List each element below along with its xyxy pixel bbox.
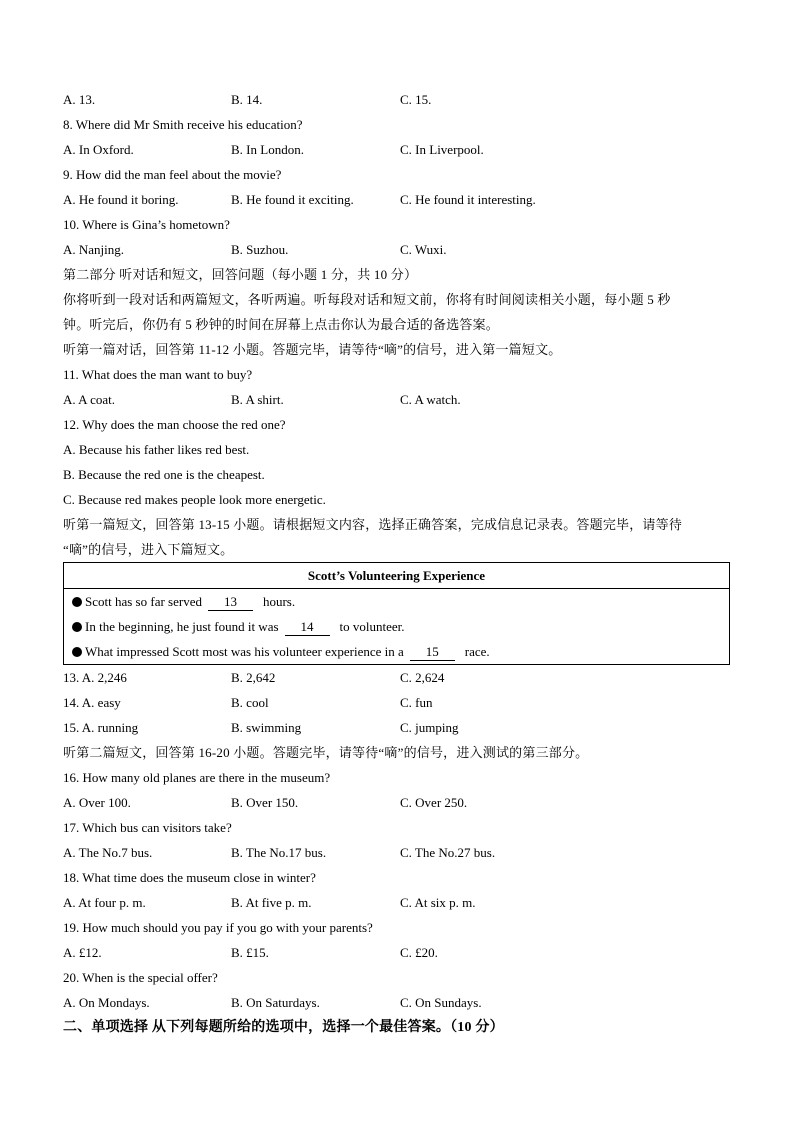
q8-option-b: B. In London. [231,142,304,157]
q18-options [63,890,731,915]
q15-options [63,715,731,740]
q20-stem: 20. When is the special offer? [63,970,218,985]
q15-option-a: 15. A. running [63,720,139,735]
q14-option-b: B. cool [231,695,269,710]
q7-option-c: C. 15. [400,92,432,107]
q13-option-a: 13. A. 2,246 [63,670,127,685]
q13-option-c: C. 2,624 [400,670,445,685]
answer-blank: 14 [285,619,330,636]
q11-option-a: A. A coat. [63,392,115,407]
q12-stem: 12. Why does the man choose the red one? [63,417,286,432]
row-text-pre: Scott has so far served [85,594,202,609]
q17-stem: 17. Which bus can visitors take? [63,820,232,835]
part2-instruction-1: 你将听到一段对话和两篇短文，各听两遍。听每段对话和短文前，你将有时间阅读相关小题，每小题 5 秒 [63,292,671,307]
q9-option-a: A. He found it boring. [63,192,179,207]
section2-title: 二、单项选择 从下列每题所给的选项中，选择一个最佳答案。（10 分） [63,1020,504,1035]
q16-stem: 16. How many old planes are there in the museum? [63,770,331,785]
q17-option-b: B. The No.17 bus. [231,845,327,860]
row-text-post: hours. [262,594,296,609]
row-text-post: to volunteer. [339,619,405,634]
q7-options [63,87,731,112]
info-record-table [63,562,730,665]
q16-options [63,790,731,815]
q17-options [63,840,731,865]
q18-option-c: C. At six p. m. [400,895,476,910]
q19-option-c: C. £20. [400,945,438,960]
q15-option-b: B. swimming [231,720,302,735]
q14-options [63,690,731,715]
table-row [64,589,729,614]
q19-options [63,940,731,965]
answer-blank: 13 [208,594,253,611]
q7-option-a: A. 13. [63,92,96,107]
row-text-pre: What impressed Scott most was his volunteer experience in a [85,644,404,659]
exam-page [63,87,731,1040]
q18-option-a: A. At four p. m. [63,895,146,910]
q10-option-a: A. Nanjing. [63,242,125,257]
dialog-instruction: 听第一篇对话，回答第 11-12 小题。答题完毕，请等待“嘀”的信号，进入第一篇短文。 [63,342,562,357]
passage2-instruction: 听第二篇短文，回答第 16-20 小题。答题完毕，请等待“嘀”的信号，进入测试的第三部分。 [63,745,589,760]
q13-options [63,665,731,690]
q10-option-b: B. Suzhou. [231,242,289,257]
q20-option-c: C. On Sundays. [400,995,482,1010]
q16-option-a: A. Over 100. [63,795,131,810]
q19-stem: 19. How much should you pay if you go with your parents? [63,920,373,935]
passage1-instruction-1: 听第一篇短文，回答第 13-15 小题。请根据短文内容，选择正确答案，完成信息记录表。答题完毕，请等待 [63,517,683,532]
passage1-instruction-2: “嘀”的信号，进入下篇短文。 [63,542,234,557]
q9-option-b: B. He found it exciting. [231,192,354,207]
q15-option-c: C. jumping [400,720,459,735]
q9-stem: 9. How did the man feel about the movie? [63,167,282,182]
bullet-icon [72,597,82,607]
q20-option-a: A. On Mondays. [63,995,150,1010]
q20-options [63,990,731,1015]
q10-options [63,237,731,262]
q9-option-c: C. He found it interesting. [400,192,536,207]
q16-option-b: B. Over 150. [231,795,299,810]
q13-option-b: B. 2,642 [231,670,276,685]
bullet-icon [72,622,82,632]
q20-option-b: B. On Saturdays. [231,995,320,1010]
answer-blank: 15 [410,644,455,661]
part2-instruction-2: 钟。听完后，你仍有 5 秒钟的时间在屏幕上点击你认为最合适的备选答案。 [63,317,500,332]
q9-options [63,187,731,212]
q11-option-c: C. A watch. [400,392,461,407]
table-row [64,639,729,664]
q16-option-c: C. Over 250. [400,795,468,810]
q10-stem: 10. Where is Gina’s hometown? [63,217,230,232]
q17-option-a: A. The No.7 bus. [63,845,153,860]
q8-options [63,137,731,162]
table-title: Scott’s Volunteering Experience [64,563,729,589]
q14-option-c: C. fun [400,695,433,710]
q11-options [63,387,731,412]
q19-option-a: A. £12. [63,945,102,960]
q8-stem: 8. Where did Mr Smith receive his education? [63,117,303,132]
q8-option-a: A. In Oxford. [63,142,134,157]
q11-option-b: B. A shirt. [231,392,284,407]
q12-option-a: A. Because his father likes red best. [63,442,250,457]
q12-option-b: B. Because the red one is the cheapest. [63,467,265,482]
q17-option-c: C. The No.27 bus. [400,845,496,860]
q18-stem: 18. What time does the museum close in winter? [63,870,316,885]
table-row [64,614,729,639]
part2-title: 第二部分 听对话和短文，回答问题（每小题 1 分，共 10 分） [63,267,418,282]
q11-stem: 11. What does the man want to buy? [63,367,253,382]
bullet-icon [72,647,82,657]
q7-option-b: B. 14. [231,92,263,107]
row-text-post: race. [464,644,490,659]
q12-option-c: C. Because red makes people look more energetic. [63,492,326,507]
q8-option-c: C. In Liverpool. [400,142,484,157]
q19-option-b: B. £15. [231,945,269,960]
q18-option-b: B. At five p. m. [231,895,312,910]
q10-option-c: C. Wuxi. [400,242,447,257]
row-text-pre: In the beginning, he just found it was [85,619,279,634]
q14-option-a: 14. A. easy [63,695,121,710]
